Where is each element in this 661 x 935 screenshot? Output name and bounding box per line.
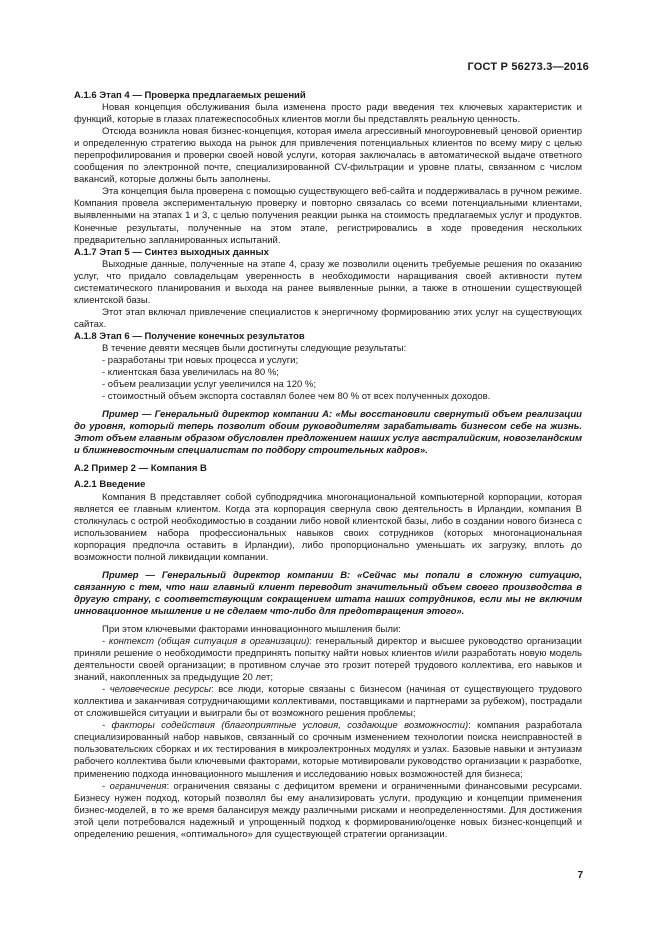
list-item: - объем реализации услуг увеличился на 120 %;	[102, 379, 317, 391]
paragraph: Отсюда возникла новая бизнес-концепция, которая имела агрессивный многоуровневый ценовой ориентир и определенную стратегию выхода на рынок для привлечения потенциальных клиентов по всему миру с целью перепрофилирования и проверки своей новой услуги, которая заключалась в автоматической выдаче ответного сообщения по электронной почте, специализированной CV-фильтрации и уровне платы, связанном с числом вакансий, которые должны быть заполнены.	[74, 126, 582, 186]
list-item: - клиентская база увеличилась на 80 %;	[102, 367, 279, 379]
factor-text: : компания разработала специализированный набор навыков, связанный со срочным изменением технологии поиска неисправностей в пользовательских сборках и их тестирования в микроэлектронных модулях и узлах. Базовые навыки и энтузиазм рабочего коллектива были ключевыми факторами, которые мотивировали руководство организации к разработке, применению подхода инновационного мышления и исследованию новых возможностей для бизнеса;	[74, 720, 582, 780]
section-heading-a16: А.1.6 Этап 4 — Проверка предлагаемых решений	[74, 90, 306, 101]
section-heading-a18: А.1.8 Этап 6 — Получение конечных результатов	[74, 330, 305, 342]
list-item: - человеческие ресурсы: все люди, которые связаны с бизнесом (начиная от существующего трудового коллектива и заканчивая сотрудничающими коллективами, поставщиками и партнерами за рубежом), пострадали от сложившейся ситуации и выиграли бы от возможного решения проблемы;	[74, 684, 582, 720]
results-list	[74, 355, 582, 403]
factor-term: факторы содействия (благоприятные условия, создающие возможности)	[111, 720, 469, 732]
example-b: Пример — Генеральный директор компании B: «Сейчас мы попали в сложную ситуацию, связанную с тем, что наш главный клиент переводит значительный объем своего производства в другую страну, с соответствующим сокращением штата наших сотрудников, если мы не включим инновационное мышление и не сделаем что-либо для предотвращения этого».	[74, 569, 582, 617]
list-item: - факторы содействия (благоприятные условия, создающие возможности): компания разработала специализированный набор навыков, связанный со срочным изменением технологии поиска неисправностей в пользовательских сборках и их тестирования в микроэлектронных модулях и узлах. Базовые навыки и энтузиазм рабочего коллектива были ключевыми факторами, которые мотивировали руководство организации к разработке, применению подхода инновационного мышления и исследованию новых возможностей для бизнеса;	[74, 720, 582, 780]
paragraph: Этот этап включал привлечение специалистов к энергичному формированию этих услуг на существующих сайтах.	[74, 306, 582, 330]
factor-text: : генеральный директор и высшее руководство организации приняли решение о необходимости предпринять попытку найти новых клиентов и/или разработать новую модель деятельности своей организации; в противном случае это грозит потерей трудового коллектива, его навыков и знаний, накопленных за предыдущие 20 лет;	[74, 636, 582, 684]
factor-term: ограничения	[109, 780, 167, 792]
factor-term: человеческие ресурсы	[109, 684, 212, 696]
paragraph: В течение девяти месяцев были достигнуты следующие результаты:	[102, 342, 407, 354]
factor-text: : ограничения связаны с дефицитом времени и ограниченными финансовыми ресурсами. Бизнесу нужен подход, который позволял бы ему анализировать услуги, продукцию и концепции применения бизнес-моделей, в то же время балансируя между различными рисками и неопределенностями. Для достижения этой цели потребовался надежный и упрощенный подход к формированию/оценке новых бизнес-концепций и определению решения, «оптимального» для существующей стратегии организации.	[74, 780, 582, 840]
paragraph: Новая концепция обслуживания была изменена просто ради введения тех ключевых характеристик и функций, которые в глазах платежеспособных клиентов могли бы представлять реальную ценность.	[74, 102, 582, 126]
document-id: ГОСТ Р 56273.3—2016	[467, 61, 589, 73]
example-a: Пример — Генеральный директор компании А: «Мы восстановили свернутый объем реализации до уровня, который теперь позволит обоим руководителям зарабатывать бизнесом себе на жизнь. Этот объем главным образом обусловлен предложением наших услуг австралийским, новозеландским и ближневосточным специалистам по подбору строительных кадров».	[74, 409, 582, 457]
section-heading-a2: А.2 Пример 2 — Компания B	[74, 463, 207, 475]
section-heading-a21: А.2.1 Введение	[74, 479, 146, 491]
list-item: - стоимостный объем экспорта составлял более чем 80 % от всех полученных доходов.	[102, 391, 491, 403]
paragraph: Компания B представляет собой субподрядчика многонациональной компьютерной корпорации, которая является ее главным клиентом. Когда эта корпорация свернула свою деятельность в Ирландии, компания B столкнулась с острой необходимостью в создании либо новой клиентской базы, либо в создании нового бизнеса с использованием набора профессиональных навыков своих сотрудников (которых многонациональная корпорация предпочла оставить в Ирландии), либо пропорционально уменьшать их загрузку, вплоть до возможности полной ликвидации компании.	[74, 491, 582, 563]
paragraph: Выходные данные, полученные на этапе 4, сразу же позволили оценить требуемые решения по оказанию услуг, что придало совладельцам уверенность в необходимости наращивания своей активности путем систематического планирования и выхода на ранее выявленные рынки, а также в отношении существующей клиентской базы.	[74, 258, 582, 306]
factor-text: : все люди, которые связаны с бизнесом (начиная от существующего трудового коллектива и заканчивая сотрудничающими коллективами, поставщиками и партнерами за рубежом), пострадали от сложившейся ситуации и выиграли бы от возможного решения проблемы;	[74, 684, 582, 720]
factors-list	[74, 636, 582, 841]
list-item: - разработаны три новых процесса и услуги;	[102, 355, 299, 367]
list-item: - контекст (общая ситуация в организации): генеральный директор и высшее руководство организации приняли решение о необходимости предпринять попытку найти новых клиентов и/или разработать новую модель деятельности своей организации; в противном случае это грозит потерей трудового коллектива, его навыков и знаний, накопленных за предыдущие 20 лет;	[74, 636, 582, 684]
list-item: - ограничения: ограничения связаны с дефицитом времени и ограниченными финансовыми ресурсами. Бизнесу нужен подход, который позволял бы ему анализировать услуги, продукцию и концепции применения бизнес-моделей, в то же время балансируя между различными рисками и неопределенностями. Для достижения этой цели потребовался надежный и упрощенный подход к формированию/оценке новых бизнес-концепций и определению решения, «оптимального» для существующей стратегии организации.	[74, 780, 582, 840]
page-body	[74, 90, 582, 841]
paragraph: При этом ключевыми факторами инновационного мышления были:	[102, 623, 401, 635]
factor-term: контекст (общая ситуация в организации)	[108, 636, 310, 648]
page-number: 7	[577, 870, 583, 881]
section-heading-a17: А.1.7 Этап 5 — Синтез выходных данных	[74, 246, 269, 258]
paragraph: Эта концепция была проверена с помощью существующего веб-сайта и поддерживалась в ручном режиме. Компания провела экспериментальную проверку и повторно связалась со всеми потенциальными клиентами, выявленными на этапах 1 и 3, с целью получения реакции рынка на стоимость предлагаемых услуг и продуктов. Конечные результаты, полученные на этом этапе, регистрировались в ходе проведения нескольких предварительно запланированных испытаний.	[74, 186, 582, 246]
